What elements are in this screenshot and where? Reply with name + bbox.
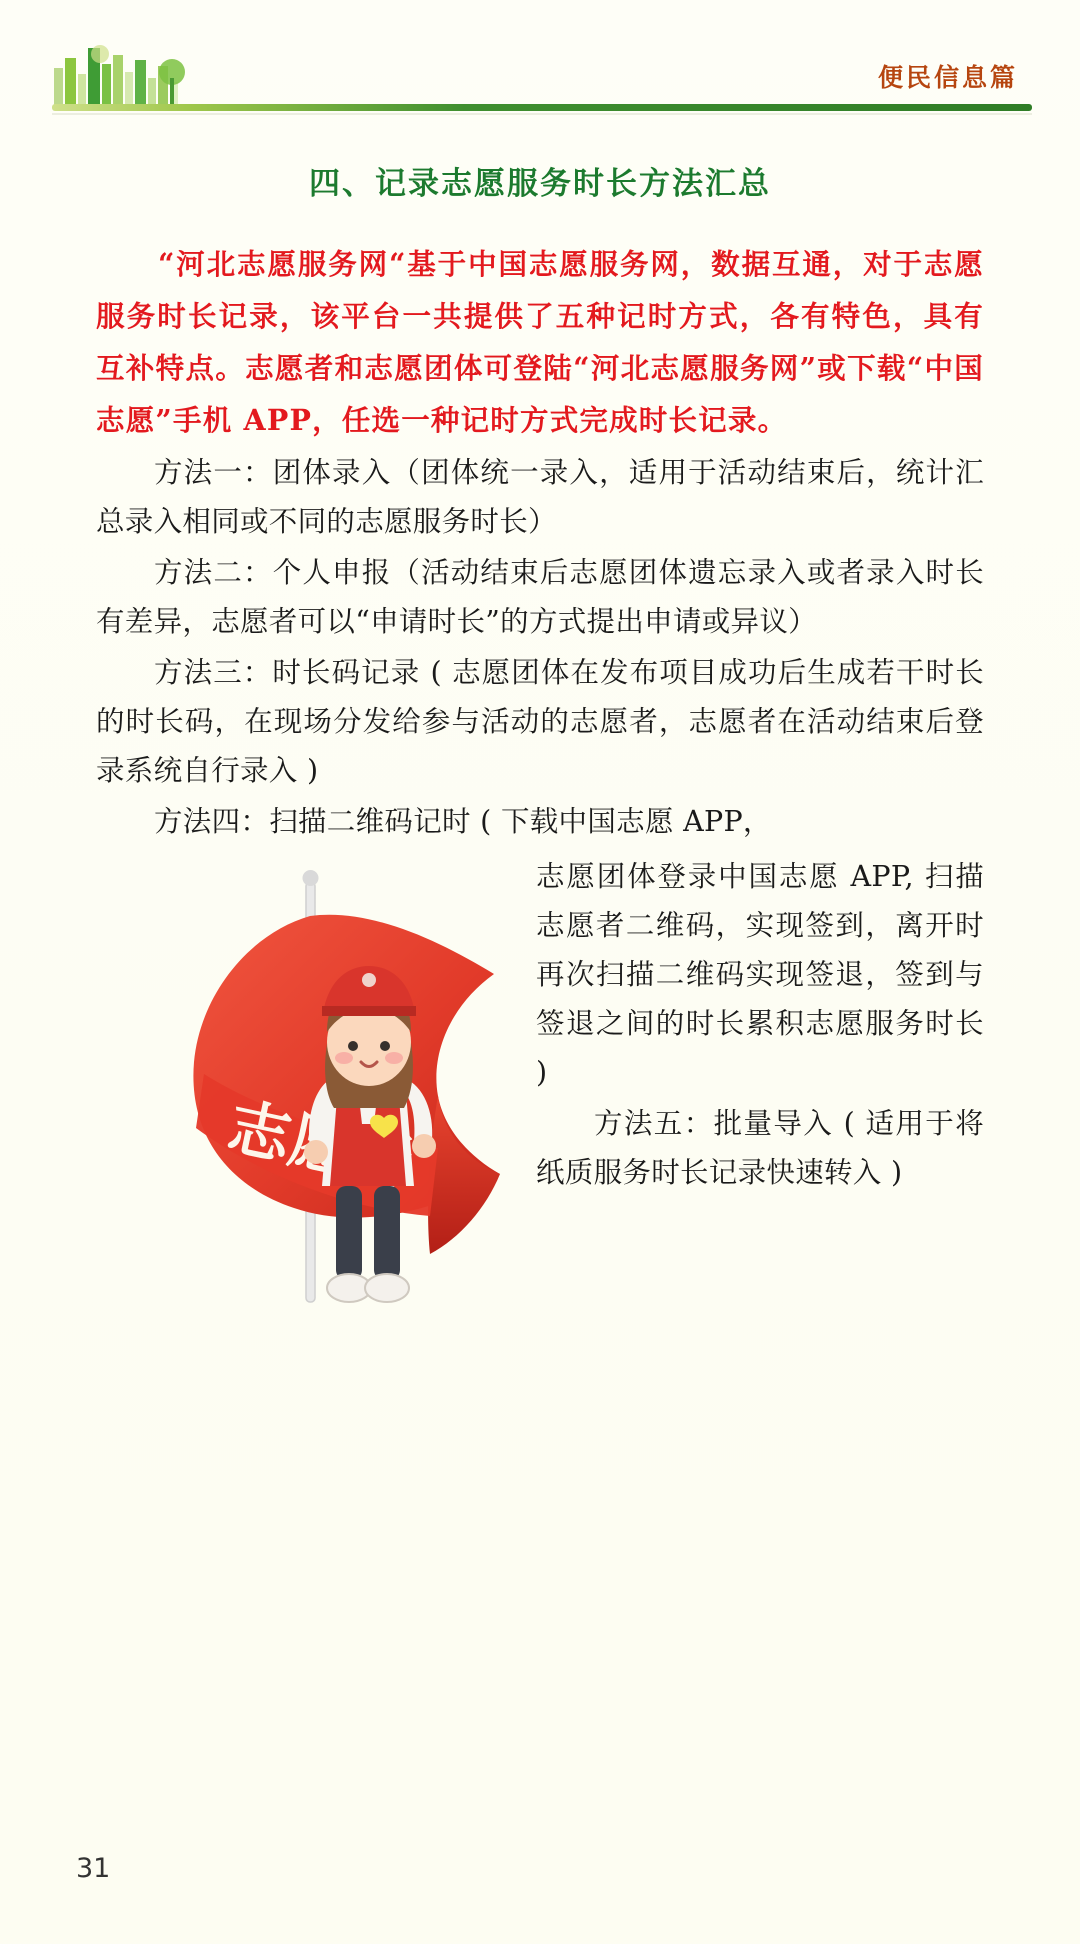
- method-3-paragraph: 方法三：时长码记录 ( 志愿团体在发布项目成功后生成若干时长的时长码，在现场分发给参与活动的志愿者，志愿者在活动结束后登录系统自行录入 ): [96, 656, 984, 787]
- section-label: 便民信息篇: [877, 63, 1018, 92]
- header-rule: [52, 104, 1032, 111]
- illustration-text-wrap: [96, 852, 984, 1197]
- volunteer-flag-illustration: [108, 856, 538, 1336]
- page-title: 四、记录志愿服务时长方法汇总: [309, 166, 771, 202]
- header-rule-secondary: [52, 113, 1032, 115]
- method-4-wrapped-column: [536, 852, 984, 1197]
- method-4-continuation: 志愿团体登录中国志愿 APP, 扫描志愿者二维码，实现签到，离开时再次扫描二维码实现签退，签到与签退之间的时长累积志愿服务时长 ): [536, 860, 984, 1089]
- page-header: [0, 0, 1080, 150]
- intro-paragraph: “河北志愿服务网“基于中国志愿服务网，数据互通，对于志愿服务时长记录，该平台一共提供了五种记时方式，各有特色，具有互补特点。志愿者和志愿团体可登陆“河北志愿服务网”或下载“中国志愿”手机 APP，任选一种记时方式完成时长记录。: [96, 247, 984, 437]
- method-5-paragraph: 方法五：批量导入 ( 适用于将纸质服务时长记录快速转入 ): [536, 1107, 984, 1189]
- article-body: [96, 238, 984, 1199]
- method-2-paragraph: 方法二：个人申报（活动结束后志愿团体遗忘录入或者录入时长有差异，志愿者可以“申请时长”的方式提出申请或异议）: [96, 556, 984, 638]
- page-number: 31: [76, 1853, 111, 1884]
- method-1-paragraph: 方法一：团体录入（团体统一录入，适用于活动结束后，统计汇总录入相同或不同的志愿服务时长）: [96, 456, 984, 538]
- method-4-paragraph: 方法四：扫描二维码记时 ( 下载中国志愿 APP，: [154, 805, 772, 838]
- city-skyline-icon: [52, 38, 192, 110]
